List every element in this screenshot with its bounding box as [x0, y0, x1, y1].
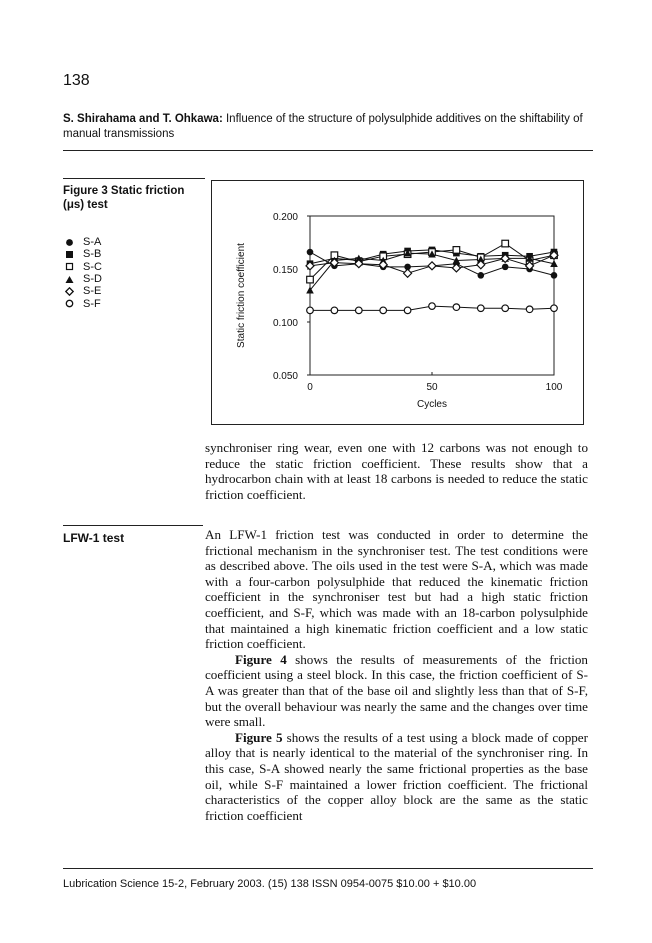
open-square-marker-icon — [65, 262, 74, 271]
legend-label: S-F — [83, 297, 101, 310]
chart-legend — [65, 236, 102, 310]
data-point-S-A — [502, 264, 509, 271]
figure-caption-line2: (μs) test — [63, 199, 108, 211]
footer: Lubrication Science 15-2, February 2003. (15) 138 ISSN 0954-0075 $10.00 + $10.00 — [63, 878, 477, 890]
figure-caption-rule — [63, 178, 205, 179]
data-point-S-F — [356, 307, 363, 314]
data-point-S-F — [502, 305, 509, 312]
y-tick-label: 0.050 — [272, 371, 298, 382]
legend-label: S-A — [83, 236, 102, 249]
running-header-authors: S. Shirahama and T. Ohkawa: — [63, 113, 223, 125]
legend-label: S-C — [83, 260, 102, 273]
section-paragraph-2: Figure 4 shows the results of measurements of the friction coefficient using a steel block. In this case, the friction coefficient of S-A was greater than that of the base oil and slightly less than that of S-F, but the overall behaviour was nearly the same and the changes over time were small. — [205, 651, 588, 730]
y-tick-label: 0.100 — [272, 318, 298, 329]
data-point-S-F — [429, 303, 436, 310]
running-header — [63, 112, 593, 142]
open-diamond-marker-icon — [65, 287, 74, 296]
data-point-S-F — [404, 307, 411, 314]
filled-triangle-marker-icon — [65, 275, 74, 284]
plot-area — [310, 216, 554, 375]
y-tick-label: 0.150 — [272, 265, 298, 276]
section-rule — [63, 525, 203, 526]
footer-rule — [63, 868, 593, 869]
data-point-S-A — [551, 272, 558, 279]
figure-4-ref: Figure 4 — [235, 651, 287, 667]
y-tick-label: 0.200 — [272, 212, 298, 223]
legend-item — [65, 248, 102, 260]
running-header-title: Influence of the structure of polysulphide additives on the shiftability of manual transmissions — [63, 113, 583, 140]
data-point-S-E — [404, 269, 412, 277]
data-point-S-C — [453, 247, 460, 254]
static-friction-chart — [212, 181, 585, 426]
data-point-S-F — [526, 306, 533, 313]
open-circle-marker-icon — [65, 299, 74, 308]
section-body — [205, 527, 588, 823]
y-axis-label: Static friction coefficient — [236, 243, 247, 348]
page-number: 138 — [63, 72, 90, 89]
data-point-S-F — [453, 304, 460, 311]
legend-label: S-B — [83, 248, 102, 261]
paragraph-continuation: synchroniser ring wear, even one with 12 carbons was not enough to reduce the static friction coefficient. These results show that a hydrocarbon chain with at least 18 carbons is needed to reduce the static friction coefficient. — [205, 440, 588, 502]
legend-label: S-E — [83, 285, 102, 298]
filled-square-marker-icon — [65, 250, 74, 259]
data-point-S-F — [478, 305, 485, 312]
data-point-S-C — [307, 276, 314, 283]
x-tick-label: 0 — [307, 382, 313, 393]
legend-label: S-D — [83, 273, 102, 286]
x-tick-label: 50 — [426, 382, 438, 393]
legend-item — [65, 261, 102, 273]
data-point-S-F — [307, 307, 314, 314]
filled-circle-marker-icon — [65, 238, 74, 247]
legend-item — [65, 273, 102, 285]
data-point-S-E — [428, 262, 436, 270]
legend-item — [65, 285, 102, 297]
section-paragraph-3: Figure 5 shows the results of a test using a block made of copper alloy that is nearly identical to the material of the synchroniser ring. In this case, S-A showed nearly the same frictional properties as the base oil, while S-F maintained a lower friction coefficient. The frictional characteristics of the copper alloy block are the same as the static friction coefficient — [205, 729, 588, 823]
data-point-S-F — [380, 307, 387, 314]
x-axis-label: Cycles — [416, 399, 448, 410]
header-rule — [63, 150, 593, 151]
data-point-S-F — [551, 305, 558, 312]
legend-item — [65, 297, 102, 309]
chart-frame — [211, 180, 584, 425]
figure-caption-line1: Figure 3 Static friction — [63, 185, 185, 197]
section-heading: LFW-1 test — [63, 531, 125, 545]
figure-caption — [63, 184, 203, 212]
figure-5-ref: Figure 5 — [235, 729, 283, 745]
data-point-S-C — [502, 240, 509, 247]
data-point-S-F — [331, 307, 338, 314]
legend-item — [65, 236, 102, 248]
data-point-S-A — [478, 272, 485, 279]
x-tick-label: 100 — [545, 382, 563, 393]
data-point-S-A — [307, 249, 314, 256]
section-paragraph-1: An LFW-1 friction test was conducted in order to determine the frictional mechanism in the synchroniser test. The test conditions were as described above. The oils used in the test were S-A, which was made with a four-carbon polysulphide that reduced the kinematic friction coefficient in the synchroniser test but had a high static friction coefficient, and S-F, which was made with an 18-carbon polysulphide that maintained a high kinematic friction coefficient and a low static friction coefficient. — [205, 527, 588, 652]
